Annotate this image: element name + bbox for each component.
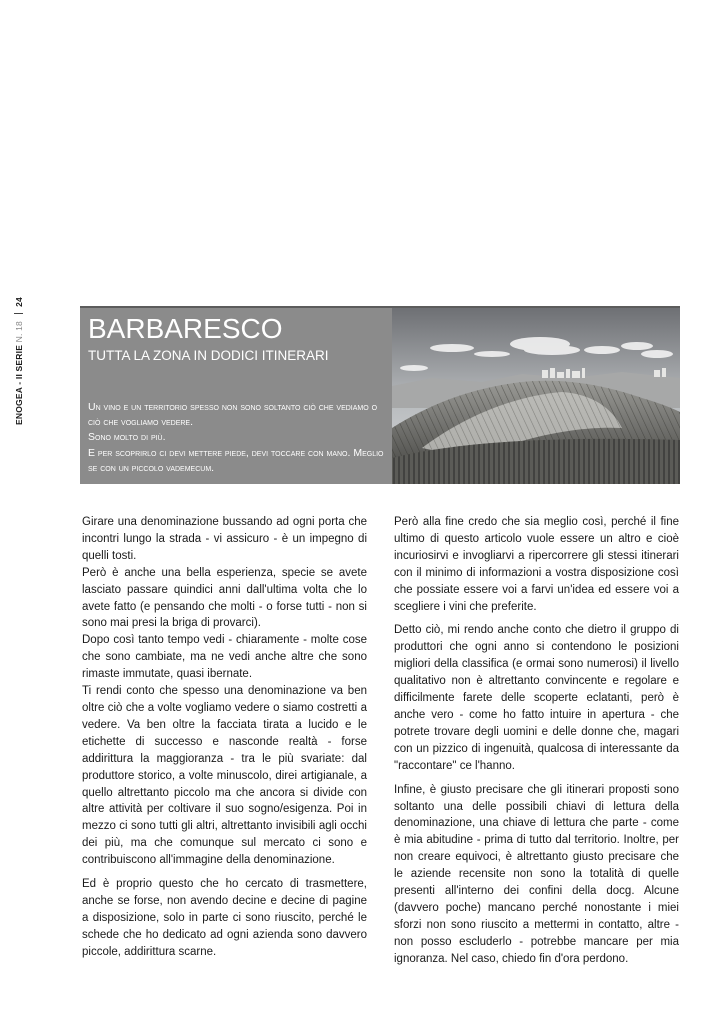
banner-text-block [88, 308, 384, 484]
article-title: BARBARESCO [88, 313, 283, 344]
article-banner [80, 306, 680, 484]
article-subtitle: TUTTA LA ZONA IN DODICI ITINERARI [88, 348, 329, 363]
running-header [12, 285, 26, 425]
article-intro [88, 400, 388, 476]
page-number: 24 [14, 297, 24, 307]
intro-line: Un vino e un territorio spesso non sono soltanto ciò che vediamo o ciò che vogliamo vedere. [88, 401, 378, 429]
intro-line: E per scoprirlo ci devi mettere piede, devi toccare con mano. Meglio se con un piccolo vademecum. [88, 446, 384, 474]
vineyard-hills-photo [392, 308, 680, 484]
paragraph: Ed è proprio questo che ho cercato di trasmettere, anche se forse, non avendo decine e decine di pagine a disposizione, solo in parte ci sono riuscito, perché le schede che ho dedicato ad ogni azienda sono davvero piccole, addirittura scarne. [82, 878, 367, 958]
paragraph: Però alla fine credo che sia meglio così, perché il fine ultimo di questo articolo vuole essere un altro e cioè incuriosirvi e invogliarvi a ripercorrere gli stessi itinerari con il minimo di informazioni a vostra disposizione così che possiate essere voi a farvi un'idea ed essere voi a scegliere i vini che preferite. [394, 516, 679, 613]
article-column-left [82, 514, 367, 968]
paragraph: Detto ciò, mi rendo anche conto che dietro il gruppo di produttori che ogni anno si contendono le posizioni migliori della classifica (e ormai sono numerosi) il livello qualitativo non è altrettanto convincente e regolare e difficilmente farete delle scoperte eclatanti, però è anche vero - come ho fatto intuire in apertura - che potrete trovare degli uomini e delle donne che, magari con un pizzico di ingenuità, qualcosa di interessante da "raccontare" ce l'hanno. [394, 624, 679, 772]
paragraph: Girare una denominazione bussando ad ogni porta che incontri lungo la strada - vi assicuro - è un impegno di quelli tosti. Però è anche una bella esperienza, specie se avete lasciato passare quindici anni dall'ultima volta che lo avete fatto (e pensando che molti - o forse tutti - non si sono mai presi la briga di provarci). Dopo così tanto tempo vedi - chiaramente - molte cose che sono cambiate, ma ne vedi anche altre che sono rimaste immutate, quasi ibernate. Ti rendi conto che spesso una denominazione va ben oltre ciò che a volte vogliamo vedere o siamo costretti a vedere. Va ben oltre la facciata tirata a lucido e le etichette di successo e nasconde realtà - forse addirittura la maggioranza - tra le più svariate: dal produttore storico, a volte minuscolo, direi artigianale, a quello altrettanto piccolo ma che ancora si divide con altre attività per coltivare il suo sogno/esigenza. Poi in mezzo ci sono tutti gli altri, altrettanto invisibili agli occhi dei più, ma che comunque sul mercato ci sono e contribuiscono all'immagine della denominazione. [82, 516, 367, 867]
publication-name: ENOGEA - II SERIE [14, 344, 24, 425]
article-column-right [394, 514, 679, 975]
header-divider [14, 313, 23, 314]
intro-line: Sono molto di più. [88, 431, 166, 444]
issue-number: N. 18 [14, 321, 24, 343]
paragraph: Infine, è giusto precisare che gli itinerari proposti sono soltanto una delle possibili chiavi di lettura della denominazione, una chiave di lettura che parte - come è mia abitudine - prima di tutto dal territorio. Inoltre, per non creare equivoci, è altrettanto giusto precisare che le aziende recensite non sono la totalità di quelle presenti all'interno dei confini della docg. Alcune (davvero poche) mancano perché nonostante i miei sforzi non sono riuscito a mettermi in contatto, altre - non posso escluderlo - potrebbe mancare per mia ignoranza. Nel caso, chiedo fin d'ora perdono. [394, 783, 679, 965]
